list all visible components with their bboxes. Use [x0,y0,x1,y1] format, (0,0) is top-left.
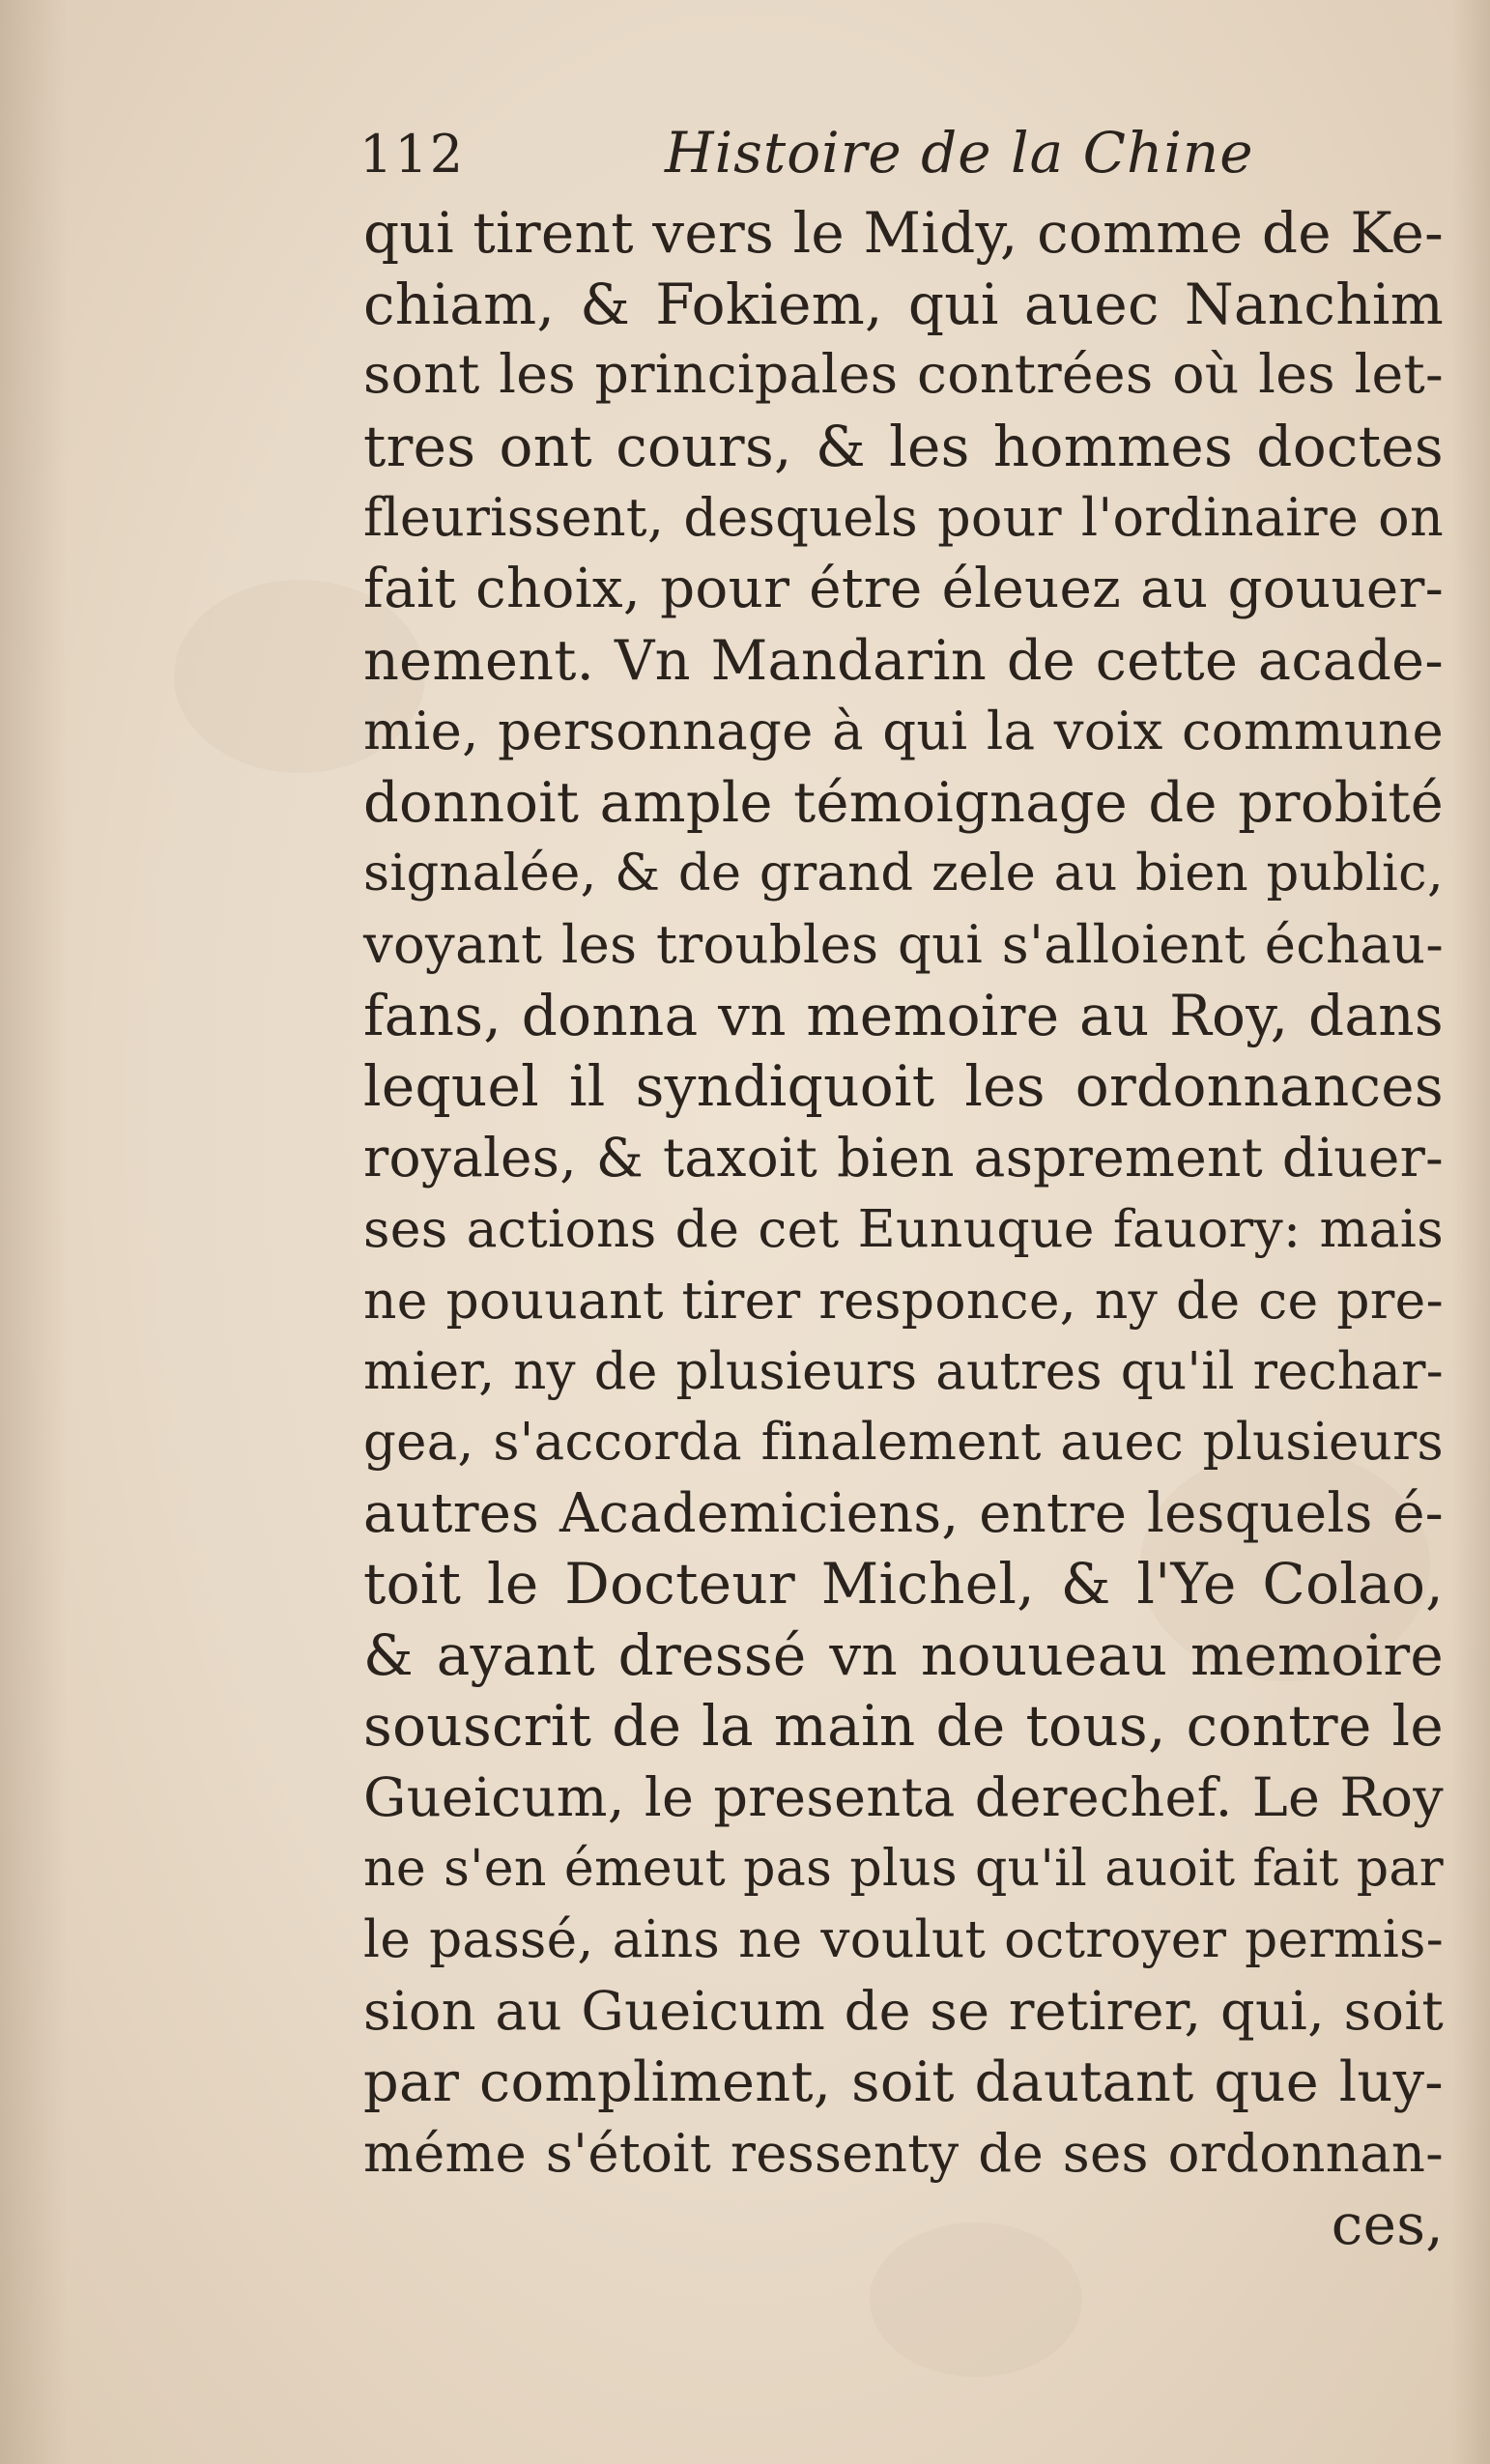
text-line: sont les principales contrées où les let- [363,344,1444,407]
running-title: Histoire de la Chine [665,120,1254,186]
text-line: toit le Docteur Michel, & l'Ye Colao, [363,1551,1444,1618]
text-line: fait choix, pour étre éleuez au gouuer- [363,557,1444,620]
page-number: 112 [359,124,466,185]
text-line: & ayant dressé vn nouueau memoire [363,1621,1444,1688]
text-line: fans, donna vn memoire au Roy, dans [363,982,1444,1048]
text-line: royales, & taxoit bien asprement diuer- [363,1126,1444,1189]
page-gutter-shadow [0,0,68,2464]
text-line: donnoit ample témoignage de probité [363,769,1444,835]
text-line: nement. Vn Mandarin de cette acade- [363,627,1444,693]
text-line: gea, s'accorda finalement auec plusieurs [363,1413,1444,1473]
text-line: ses actions de cet Eunuque fauory: mais [363,1198,1444,1260]
text-line: voyant les troubles qui s'alloient échau- [363,913,1444,975]
text-line: ne pouuant tirer responce, ny de ce pre- [363,1269,1444,1331]
text-line: mie, personnage à qui la voix commune [363,700,1444,762]
text-line: mier, ny de plusieurs autres qu'il rechar- [363,1341,1444,1401]
text-line: par compliment, soit dautant que luy- [363,2049,1444,2115]
text-line: fleurissent, desquels pour l'ordinaire on [363,487,1444,549]
page-header [359,116,1461,193]
text-line: qui tirent vers le Midy, comme de Ke- [363,200,1444,266]
text-line: souscrit de la main de tous, contre le [363,1693,1444,1760]
text-line: Gueicum, le presenta derechef. Le Roy [363,1766,1444,1830]
page-edge-shadow [1451,0,1490,2464]
text-line: ne s'en émeut pas plus qu'il auoit fait par [363,1839,1444,1898]
text-line: lequel il syndiquoit les ordonnances [363,1053,1444,1120]
text-line: signalée, & de grand zele au bien public, [363,844,1444,903]
text-line: sion au Gueicum de se retirer, qui, soit [363,1979,1444,2043]
catchword: ces, [1331,2191,1444,2257]
text-line: chiam, & Fokiem, qui auec Nanchim [363,271,1444,337]
text-line: le passé, ains ne voulut octroyer permis- [363,1909,1444,1970]
text-line: autres Academiciens, entre lesquels é- [363,1481,1444,1545]
body-text [363,198,1444,2260]
text-line: méme s'étoit ressenty de ses ordonnan- [363,2122,1444,2185]
text-line: tres ont cours, & les hommes doctes [363,413,1444,479]
